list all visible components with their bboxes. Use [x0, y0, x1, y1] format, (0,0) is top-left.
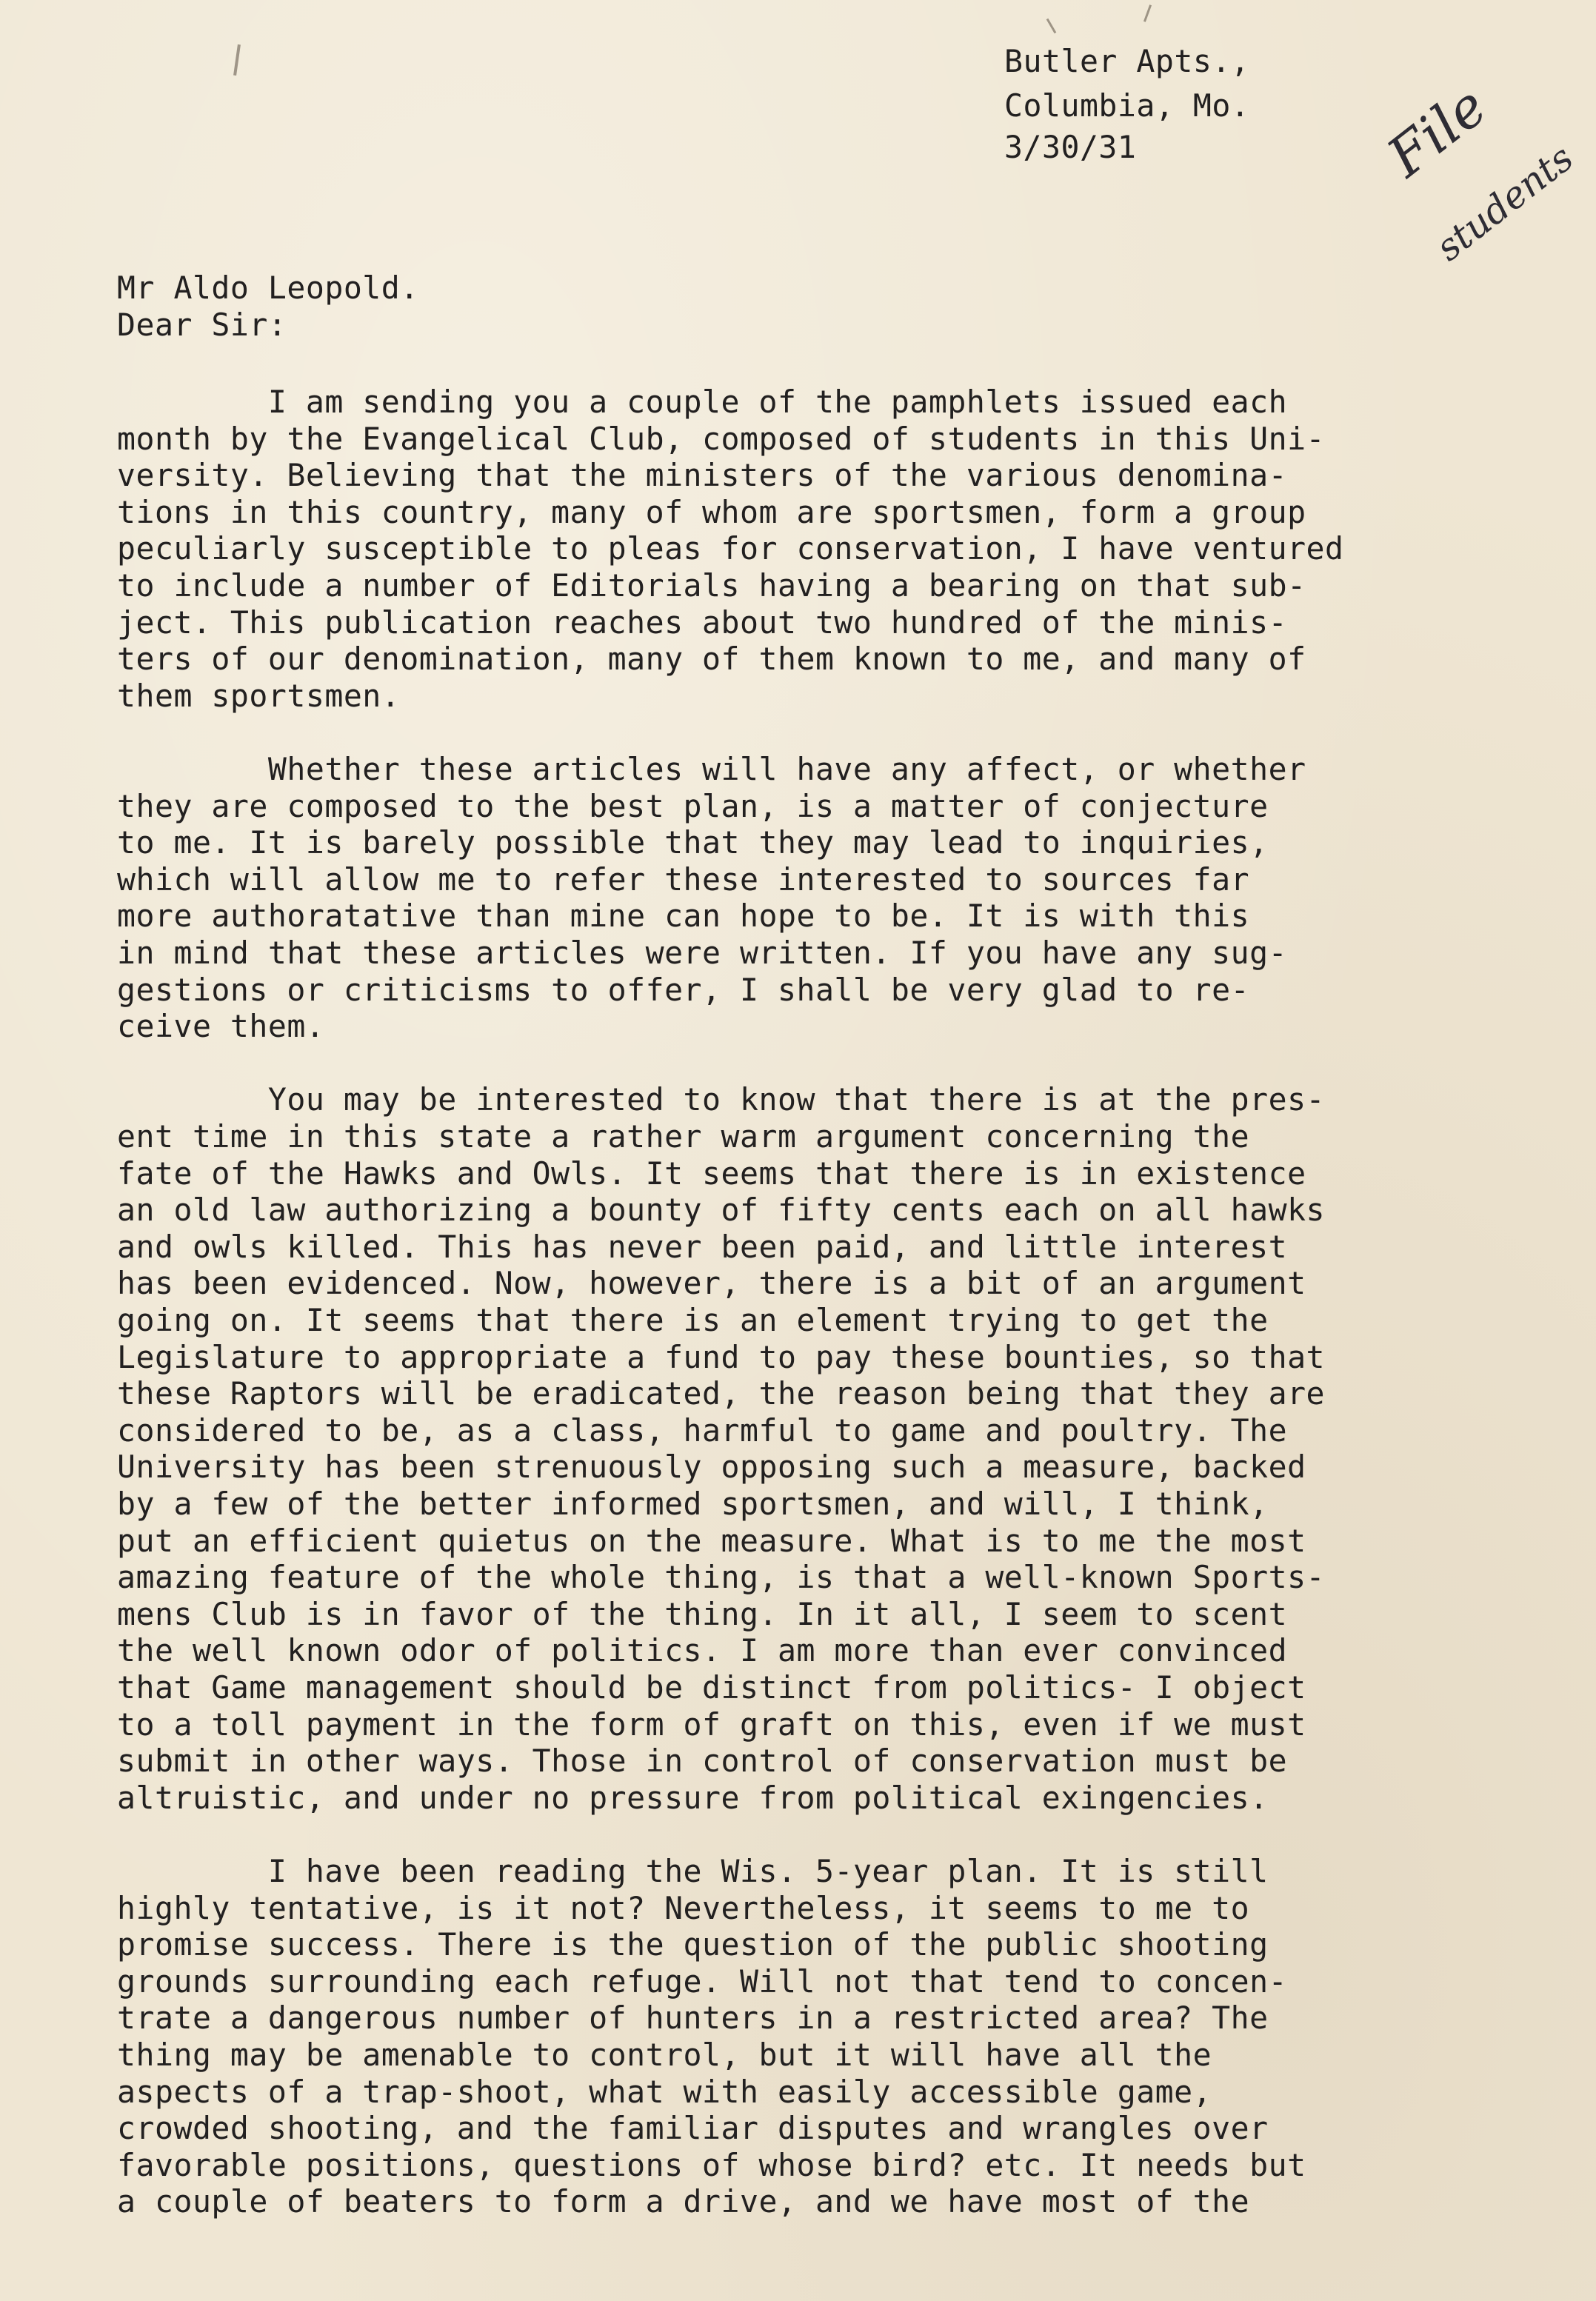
- body-line: which will allow me to refer these interested to sources far: [117, 861, 1250, 898]
- body-line: You may be interested to know that there is at the pres-: [117, 1081, 1326, 1118]
- body-line: grounds surrounding each refuge. Will not that tend to concen-: [117, 1963, 1288, 2000]
- body-line: month by the Evangelical Club, composed of students in this Uni-: [117, 420, 1326, 457]
- body-line: considered to be, as a class, harmful to game and poultry. The: [117, 1412, 1288, 1449]
- body-line: I have been reading the Wis. 5-year plan. It is still: [117, 1853, 1269, 1889]
- body-line: I am sending you a couple of the pamphlets issued each: [117, 384, 1288, 420]
- body-line: the well known odor of politics. I am more than ever convinced: [117, 1632, 1288, 1669]
- body-line: altruistic, and under no pressure from political exingencies.: [117, 1779, 1269, 1816]
- body-line: highly tentative, is it not? Nevertheless, it seems to me to: [117, 1889, 1250, 1926]
- body-line: versity. Believing that the ministers of the various denomina-: [117, 457, 1288, 494]
- body-line: more authoratative than mine can hope to be. It is with this: [117, 898, 1250, 935]
- body-line: crowded shooting, and the familiar disputes and wrangles over: [117, 2110, 1269, 2147]
- letter-date: 3/30/31: [1004, 129, 1137, 165]
- body-line: to me. It is barely possible that they may lead to inquiries,: [117, 824, 1269, 861]
- body-line: they are composed to the best plan, is a matter of conjecture: [117, 787, 1269, 824]
- body-line: has been evidenced. Now, however, there is a bit of an argument: [117, 1265, 1306, 1302]
- body-line: in mind that these articles were written. If you have any sug-: [117, 935, 1288, 971]
- body-line: peculiarly susceptible to pleas for conservation, I have ventured: [117, 530, 1344, 567]
- body-line: fate of the Hawks and Owls. It seems that there is in existence: [117, 1155, 1306, 1192]
- body-line: amazing feature of the whole thing, is that a well-known Sports-: [117, 1559, 1326, 1596]
- body-line: ters of our denomination, many of them known to me, and many of: [117, 641, 1306, 678]
- body-line: submit in other ways. Those in control of conservation must be: [117, 1743, 1288, 1780]
- body-line: and owls killed. This has never been paid, and little interest: [117, 1228, 1288, 1265]
- body-line: to a toll payment in the form of graft on this, even if we must: [117, 1706, 1306, 1743]
- handwritten-file-note: File: [1376, 74, 1499, 190]
- body-line: mens Club is in favor of the thing. In it all, I seem to scent: [117, 1595, 1288, 1632]
- body-line: put an efficient quietus on the measure. What is to me the most: [117, 1522, 1306, 1559]
- body-line: to include a number of Editorials having a bearing on that sub-: [117, 567, 1306, 604]
- body-line: ceive them.: [117, 1008, 325, 1045]
- paper-mark: [1046, 19, 1057, 34]
- body-line: aspects of a trap-shoot, what with easily accessible game,: [117, 2073, 1212, 2110]
- paper-mark: [233, 44, 241, 76]
- body-line: favorable positions, questions of whose bird? etc. It needs but: [117, 2146, 1306, 2183]
- body-line: going on. It seems that there is an element trying to get the: [117, 1302, 1269, 1338]
- body-line: by a few of the better informed sportsmen, and will, I think,: [117, 1486, 1269, 1522]
- body-line: Legislature to appropriate a fund to pay these bounties, so that: [117, 1338, 1326, 1375]
- body-line: Whether these articles will have any affect, or whether: [117, 751, 1306, 787]
- body-line: thing may be amenable to control, but it will have all the: [117, 2037, 1212, 2073]
- body-line: a couple of beaters to form a drive, and we have most of the: [117, 2183, 1250, 2220]
- body-line: an old law authorizing a bounty of fifty cents each on all hawks: [117, 1192, 1326, 1229]
- address-line: Butler Apts.,: [1004, 43, 1250, 79]
- body-line: promise success. There is the question of the public shooting: [117, 1926, 1269, 1963]
- body-line: gestions or criticisms to offer, I shall be very glad to re-: [117, 971, 1250, 1008]
- recipient-name: Mr Aldo Leopold.: [117, 270, 419, 306]
- body-line: ject. This publication reaches about two hundred of the minis-: [117, 604, 1288, 641]
- body-line: them sportsmen.: [117, 677, 401, 714]
- body-line: that Game management should be distinct from politics- I object: [117, 1669, 1306, 1706]
- body-line: these Raptors will be eradicated, the reason being that they are: [117, 1375, 1326, 1412]
- handwritten-students-note: students: [1428, 136, 1582, 270]
- salutation: Dear Sir:: [117, 307, 287, 343]
- body-line: University has been strenuously opposing such a measure, backed: [117, 1449, 1306, 1486]
- address-line: Columbia, Mo.: [1004, 87, 1250, 124]
- body-line: trate a dangerous number of hunters in a restricted area? The: [117, 2000, 1269, 2037]
- body-line: tions in this country, many of whom are sportsmen, form a group: [117, 493, 1306, 530]
- body-line: ent time in this state a rather warm argument concerning the: [117, 1118, 1250, 1155]
- paper-mark: [1143, 4, 1152, 22]
